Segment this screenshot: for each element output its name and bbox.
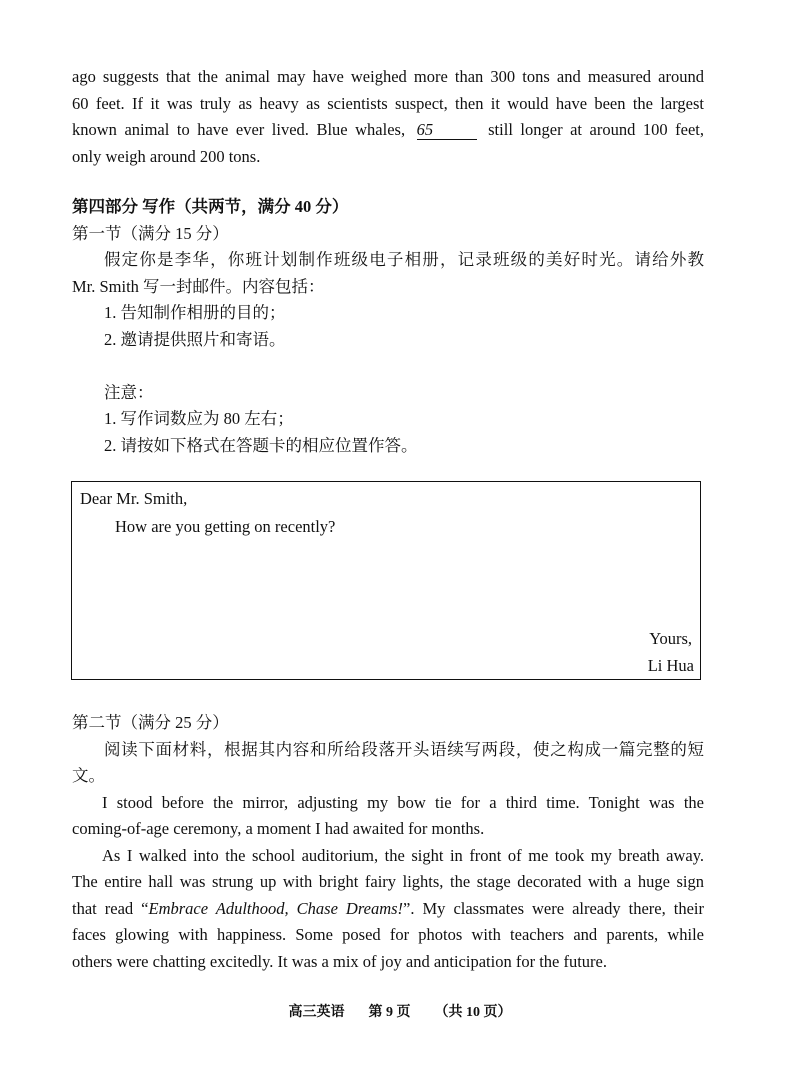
note-item: 1. 写作词数应为 80 左右； bbox=[104, 409, 294, 428]
reading-passage-tail bbox=[72, 64, 704, 170]
story-line: others were chatting excitedly. It was a mix of joy and anticipation for the future. bbox=[72, 951, 608, 971]
letter-greeting: Dear Mr. Smith, bbox=[80, 489, 188, 508]
page-footer bbox=[0, 1003, 800, 1023]
letter-opener: How are you getting on recently? bbox=[115, 517, 336, 536]
passage-line: ago suggests that the animal may have weighed more than 300 tons and measured around bbox=[72, 67, 704, 86]
passage-line: only weigh around 200 tons. bbox=[72, 146, 261, 166]
story-line: As I walked into the school auditorium, the sight in front of me took my breath away. bbox=[102, 845, 704, 865]
note-item: 2. 请按如下格式在答题卡的相应位置作答。 bbox=[104, 435, 418, 455]
footer-total-pages: （共 10 页） bbox=[434, 1005, 512, 1020]
story-line-with-quote bbox=[72, 896, 704, 923]
section-title: 第四部分 写作（共两节，满分 40 分） bbox=[72, 197, 349, 216]
story-text: ”. My classmates were already there, their bbox=[403, 898, 704, 918]
passage-line: 60 feet. If it was truly as heavy as scientists suspect, then it would have been the largest bbox=[72, 93, 704, 113]
letter-closing: Yours, bbox=[649, 629, 692, 648]
story-line: The entire hall was strung up with bright fairy lights, the stage decorated with a huge sign bbox=[72, 872, 704, 891]
part2-title: 第二节（满分 25 分） bbox=[72, 713, 229, 732]
story-line: faces glowing with happiness. Some posed for photos with teachers and parents, while bbox=[72, 925, 704, 944]
footer-subject: 高三英语 bbox=[288, 1005, 345, 1020]
part1-title: 第一节（满分 15 分） bbox=[72, 223, 229, 243]
passage-line-with-blank bbox=[72, 117, 704, 144]
section4-writing bbox=[72, 194, 704, 459]
prompt-line: 假定你是李华，你班计划制作班级电子相册，记录班级的美好时光。请给外教 bbox=[104, 250, 704, 269]
footer-page-number: 第 9 页 bbox=[368, 1005, 411, 1020]
prompt-item: 1. 告知制作相册的目的； bbox=[104, 303, 286, 322]
part2-continuation-writing bbox=[72, 710, 704, 975]
instruction-line: 文。 bbox=[72, 766, 105, 785]
spacer bbox=[72, 353, 704, 380]
prompt-item: 2. 邀请提供照片和寄语。 bbox=[104, 329, 286, 349]
answer-blank: 65 bbox=[417, 121, 477, 140]
letter-signature: Li Hua bbox=[647, 656, 694, 675]
instruction-line: 阅读下面材料，根据其内容和所给段落开头语续写两段，使之构成一篇完整的短 bbox=[104, 739, 704, 759]
story-line: coming-of-age ceremony, a moment I had awaited for months. bbox=[72, 819, 485, 838]
prompt-line: Mr. Smith 写一封邮件。内容包括： bbox=[72, 276, 325, 296]
sign-quote: Embrace Adulthood, Chase Dreams! bbox=[148, 898, 404, 918]
passage-text: known animal to have ever lived. Blue whales, bbox=[72, 120, 406, 139]
letter-format-box bbox=[71, 481, 701, 680]
note-title: 注意： bbox=[104, 382, 154, 402]
story-text: that read “ bbox=[72, 898, 149, 918]
story-line: I stood before the mirror, adjusting my bow tie for a third time. Tonight was the bbox=[102, 792, 704, 812]
passage-text: still longer at around 100 feet, bbox=[488, 120, 704, 139]
